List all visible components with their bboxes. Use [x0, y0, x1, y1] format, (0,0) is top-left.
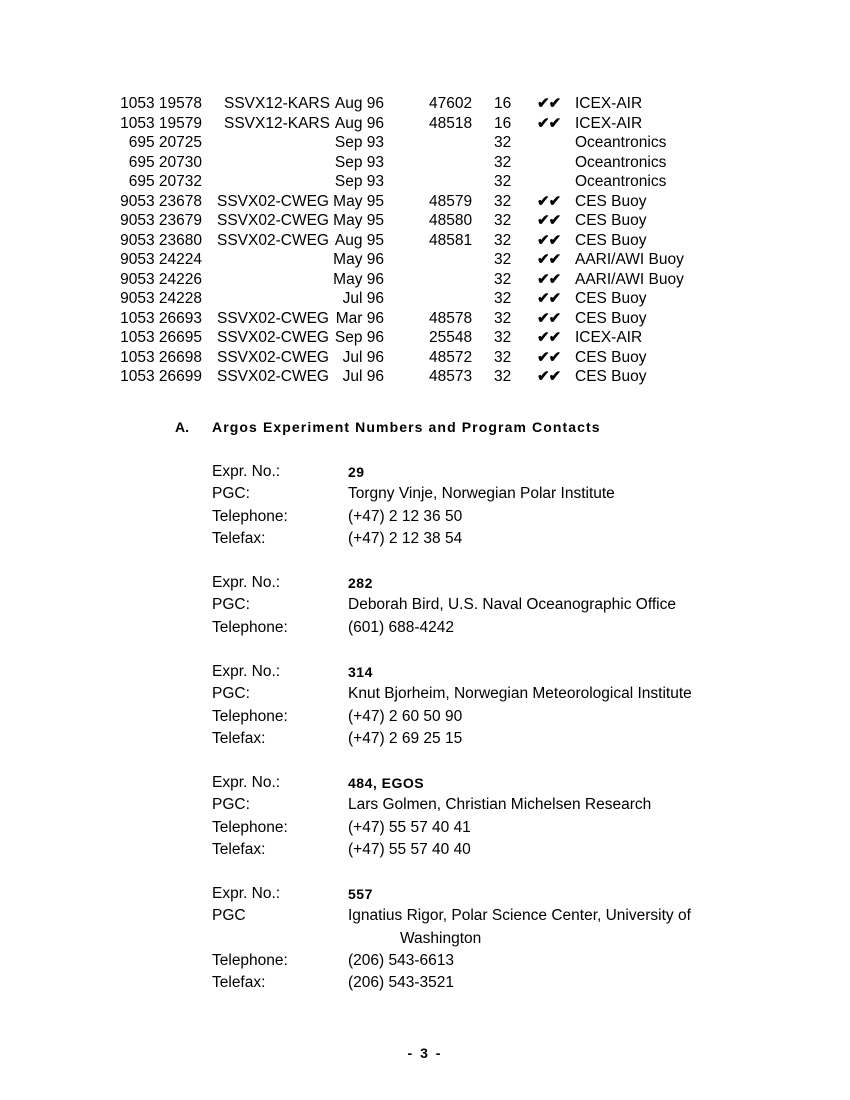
pgc-value: Lars Golmen, Christian Michelsen Research — [348, 796, 652, 814]
check-icon: ✔✔ — [537, 192, 561, 210]
check-icon: ✔✔ — [537, 329, 561, 346]
check-icon: ✔✔ — [537, 95, 561, 112]
contact-block-29 — [212, 461, 772, 550]
bits-cell: 32 — [494, 270, 512, 288]
deploy-date-cell: May 95 — [333, 192, 384, 210]
deploy-date-cell: May 95 — [333, 212, 384, 229]
bits-cell: 32 — [494, 251, 512, 268]
section-letter: A. — [175, 419, 189, 435]
table-row — [0, 309, 850, 329]
table-row — [0, 172, 850, 192]
argos-id-cell: 1053 19579 — [120, 114, 202, 132]
program-cell: ICEX-AIR — [575, 95, 643, 112]
wmo-header-cell: SSVX12-KARS — [224, 114, 330, 132]
section-title: Argos Experiment Numbers and Program Contacts — [212, 419, 601, 435]
table-row — [0, 153, 850, 173]
check-icon: ✔✔ — [537, 212, 561, 229]
wmo-number-cell: 48572 — [429, 348, 473, 366]
deploy-date-cell: Sep 93 — [334, 153, 384, 171]
program-cell: Oceantronics — [575, 153, 667, 171]
telefax-label: Telefax: — [212, 529, 266, 547]
deploy-date-cell: May 96 — [333, 251, 384, 268]
wmo-header-cell: SSVX02-CWEG — [217, 329, 329, 346]
check-icon: ✔✔ — [537, 368, 561, 385]
expr-number: 29 — [348, 464, 365, 480]
argos-id-cell: 695 20725 — [128, 134, 202, 151]
telephone-value: (206) 543-6613 — [348, 951, 454, 969]
program-cell: CES Buoy — [575, 368, 647, 385]
argos-id-cell: 1053 26698 — [120, 348, 202, 366]
bits-cell: 16 — [494, 95, 512, 112]
telefax-label: Telefax: — [212, 729, 266, 747]
check-icon: ✔✔ — [537, 290, 561, 307]
deploy-date-cell: Sep 93 — [334, 134, 384, 151]
deploy-date-cell: Aug 96 — [334, 114, 384, 132]
deploy-date-cell: Aug 96 — [334, 95, 384, 112]
bits-cell: 32 — [494, 153, 512, 171]
program-cell: CES Buoy — [575, 290, 647, 307]
argos-id-cell: 9053 23678 — [120, 192, 202, 210]
wmo-number-cell: 47602 — [429, 95, 473, 112]
table-row — [0, 250, 850, 270]
expr-label: Expr. No.: — [212, 574, 281, 591]
wmo-number-cell: 48581 — [429, 231, 473, 249]
program-cell: CES Buoy — [575, 231, 647, 249]
bits-cell: 32 — [494, 290, 512, 307]
pgc-value: Deborah Bird, U.S. Naval Oceanographic Office — [348, 596, 676, 614]
argos-id-cell: 1053 26699 — [120, 368, 202, 385]
deploy-date-cell: Aug 95 — [334, 231, 384, 249]
telephone-value: (601) 688-4242 — [348, 618, 454, 636]
telefax-value: (+47) 2 12 38 54 — [348, 529, 463, 547]
contact-block-314 — [212, 661, 772, 750]
argos-id-cell: 1053 26695 — [120, 329, 202, 346]
program-cell: CES Buoy — [575, 212, 647, 229]
bits-cell: 32 — [494, 192, 512, 210]
program-cell: ICEX-AIR — [575, 114, 643, 132]
contact-block-282 — [212, 572, 772, 639]
table-row — [0, 114, 850, 134]
argos-id-cell: 1053 19578 — [120, 95, 202, 112]
telefax-value: (206) 543-3521 — [348, 974, 454, 992]
wmo-header-cell: SSVX02-CWEG — [217, 368, 329, 385]
table-row — [0, 289, 850, 309]
deploy-date-cell: Jul 96 — [342, 348, 384, 366]
bits-cell: 32 — [494, 173, 512, 190]
argos-id-cell: 1053 26693 — [120, 309, 202, 327]
telefax-label: Telefax: — [212, 974, 266, 992]
telephone-value: (+47) 55 57 40 41 — [348, 818, 471, 836]
check-icon: ✔✔ — [537, 270, 561, 288]
telefax-value: (+47) 2 69 25 15 — [348, 729, 463, 747]
bits-cell: 32 — [494, 329, 512, 346]
telephone-value: (+47) 2 12 36 50 — [348, 507, 463, 525]
wmo-number-cell: 48578 — [429, 309, 473, 327]
program-cell: CES Buoy — [575, 309, 647, 327]
wmo-number-cell: 48580 — [429, 212, 473, 229]
program-cell: Oceantronics — [575, 173, 667, 190]
check-icon: ✔✔ — [537, 348, 561, 366]
bits-cell: 32 — [494, 348, 512, 366]
bits-cell: 32 — [494, 212, 512, 229]
section-heading — [175, 419, 601, 435]
table-row — [0, 192, 850, 212]
program-cell: Oceantronics — [575, 134, 667, 151]
page-number: - 3 - — [407, 1045, 443, 1061]
wmo-header-cell: SSVX02-CWEG — [217, 231, 329, 249]
table-row — [0, 94, 850, 114]
program-cell: AARI/AWI Buoy — [575, 251, 684, 268]
bits-cell: 32 — [494, 368, 512, 385]
argos-id-cell: 9053 23679 — [120, 212, 202, 229]
bits-cell: 32 — [494, 309, 512, 327]
expr-label: Expr. No.: — [212, 774, 281, 791]
program-cell: CES Buoy — [575, 192, 647, 210]
pgc-value: Ignatius Rigor, Polar Science Center, University of — [348, 907, 691, 925]
deploy-date-cell: May 96 — [333, 270, 384, 288]
argos-id-cell: 9053 24226 — [120, 270, 202, 288]
program-cell: AARI/AWI Buoy — [575, 270, 684, 288]
telephone-label: Telephone: — [212, 818, 288, 836]
expr-number: 282 — [348, 575, 373, 591]
pgc-value: Knut Bjorheim, Norwegian Meteorological Institute — [348, 685, 692, 703]
telephone-label: Telephone: — [212, 707, 288, 725]
table-row — [0, 133, 850, 153]
telephone-label: Telephone: — [212, 618, 288, 636]
table-row — [0, 367, 850, 387]
wmo-header-cell: SSVX02-CWEG — [217, 348, 329, 366]
telefax-label: Telefax: — [212, 840, 266, 858]
wmo-header-cell: SSVX12-KARS — [224, 95, 330, 112]
wmo-header-cell: SSVX02-CWEG — [217, 212, 329, 229]
expr-label: Expr. No.: — [212, 463, 281, 480]
argos-id-cell: 9053 24228 — [120, 290, 202, 307]
telephone-value: (+47) 2 60 50 90 — [348, 707, 463, 725]
table-row — [0, 348, 850, 368]
pgc-label: PGC: — [212, 685, 250, 703]
argos-id-cell: 9053 23680 — [120, 231, 202, 249]
wmo-number-cell: 48573 — [429, 368, 473, 385]
expr-label: Expr. No.: — [212, 885, 281, 902]
pgc-label: PGC — [212, 907, 246, 925]
wmo-number-cell: 48518 — [429, 114, 473, 132]
pgc-label: PGC: — [212, 485, 250, 503]
argos-id-cell: 9053 24224 — [120, 251, 202, 268]
contact-block-557 — [212, 883, 772, 994]
buoy-table — [0, 94, 850, 387]
telefax-value: (+47) 55 57 40 40 — [348, 840, 471, 858]
check-icon: ✔✔ — [537, 114, 561, 132]
bits-cell: 16 — [494, 114, 512, 132]
contact-block-484 — [212, 772, 772, 861]
deploy-date-cell: Sep 96 — [334, 329, 384, 346]
pgc-value: Torgny Vinje, Norwegian Polar Institute — [348, 485, 615, 503]
deploy-date-cell: Jul 96 — [342, 368, 384, 385]
expr-label: Expr. No.: — [212, 663, 281, 680]
check-icon: ✔✔ — [537, 251, 561, 268]
table-row — [0, 328, 850, 348]
expr-number: 484, EGOS — [348, 775, 425, 791]
pgc-label: PGC: — [212, 596, 250, 614]
table-row — [0, 231, 850, 251]
check-icon: ✔✔ — [537, 231, 561, 249]
wmo-number-cell: 48579 — [429, 192, 473, 210]
program-cell: ICEX-AIR — [575, 329, 643, 346]
wmo-number-cell: 25548 — [429, 329, 473, 346]
check-icon: ✔✔ — [537, 309, 561, 327]
pgc-label: PGC: — [212, 796, 250, 814]
telephone-label: Telephone: — [212, 951, 288, 969]
program-cell: CES Buoy — [575, 348, 647, 366]
deploy-date-cell: Jul 96 — [342, 290, 384, 307]
argos-id-cell: 695 20732 — [128, 173, 202, 190]
table-row — [0, 211, 850, 231]
wmo-header-cell: SSVX02-CWEG — [217, 192, 329, 210]
expr-number: 557 — [348, 886, 373, 902]
deploy-date-cell: Mar 96 — [335, 309, 384, 327]
pgc-value-continued: Washington — [400, 929, 482, 947]
telephone-label: Telephone: — [212, 507, 288, 525]
table-row — [0, 270, 850, 290]
expr-number: 314 — [348, 664, 373, 680]
bits-cell: 32 — [494, 231, 512, 249]
argos-id-cell: 695 20730 — [128, 153, 202, 171]
deploy-date-cell: Sep 93 — [334, 173, 384, 190]
bits-cell: 32 — [494, 134, 512, 151]
wmo-header-cell: SSVX02-CWEG — [217, 309, 329, 327]
